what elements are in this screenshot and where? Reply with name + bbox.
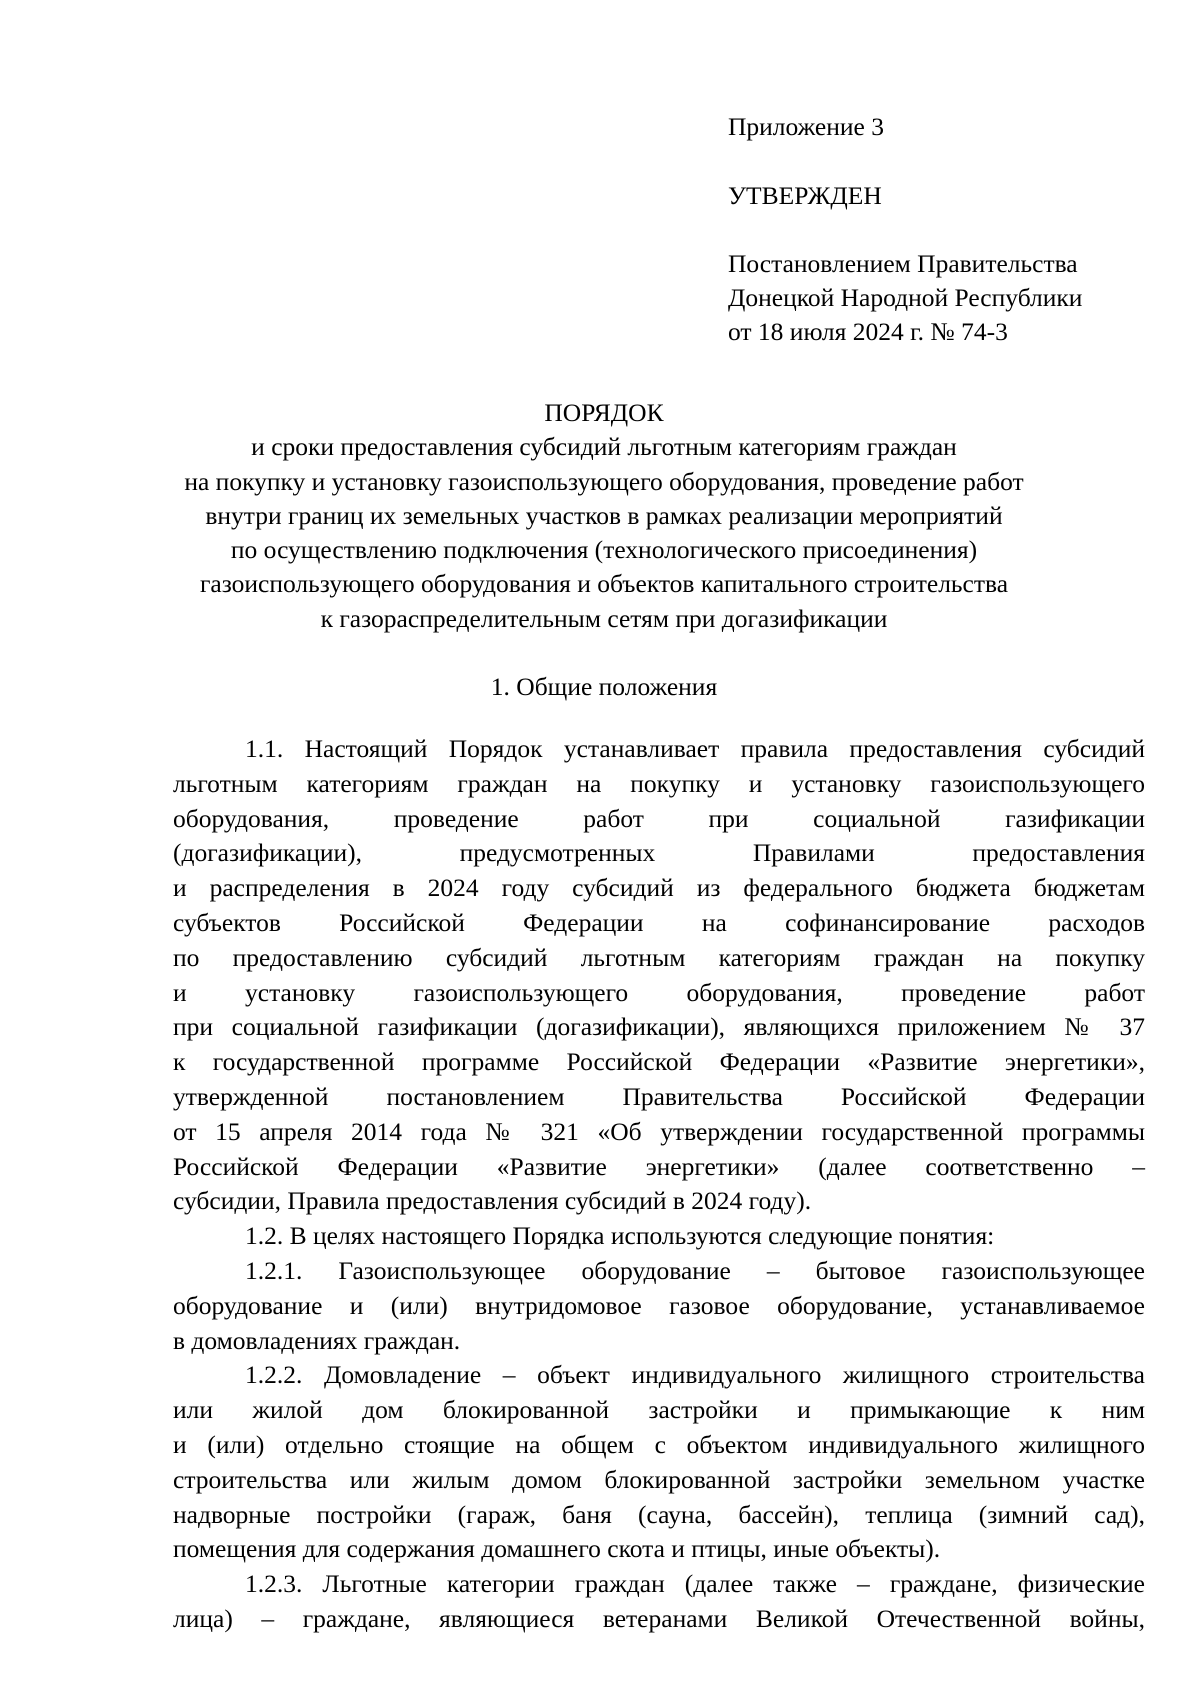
text-line: строительства или жилым домом блокированной застройки земельном участке — [173, 1464, 1145, 1494]
text-line: или жилой дом блокированной застройки и примыкающие к ним — [173, 1395, 1145, 1425]
paragraph-1-2-2 — [173, 1358, 1145, 1567]
resolution-line: от 18 июля 2024 г. № 74-3 — [728, 317, 1008, 346]
title-line: по осуществлению подключения (технологического присоединения) — [230, 535, 978, 565]
title-line: внутри границ их земельных участков в рамках реализации мероприятий — [205, 500, 1003, 530]
paragraph-1-1 — [173, 732, 1145, 1219]
text-line: оборудование и (или) внутридомовое газовое оборудование, устанавливаемое — [173, 1290, 1145, 1320]
paragraph-1-2 — [173, 1219, 1145, 1254]
text-line: субъектов Российской Федерации на софинансирование расходов — [173, 907, 1145, 937]
text-line: надворные постройки (гараж, баня (сауна, бассейн), теплица (зимний сад), — [173, 1499, 1145, 1529]
text-line: Российской Федерации «Развитие энергетики» (далее соответственно – — [173, 1151, 1145, 1181]
paragraph-1-2-3 — [173, 1567, 1145, 1637]
text-line: 1.2.2. Домовладение – объект индивидуального жилищного строительства — [245, 1360, 1145, 1390]
text-line: 1.2.1. Газоиспользующее оборудование – бытовое газоиспользующее — [245, 1255, 1145, 1285]
section-heading: 1. Общие положения — [490, 672, 718, 701]
text-line: по предоставлению субсидий льготным категориям граждан на покупку — [173, 942, 1145, 972]
approved-stamp-text: УТВЕРЖДЕН — [728, 181, 882, 210]
text-line: и (или) отдельно стоящие на общем с объектом индивидуального жилищного — [173, 1429, 1145, 1459]
appendix-label: Приложение 3 — [728, 112, 884, 141]
text-line: льготным категориям граждан на покупку и установку газоиспользующего — [173, 768, 1145, 798]
text-line: 1.2. В целях настоящего Порядка используются следующие понятия: — [245, 1221, 995, 1251]
title-line: газоиспользующего оборудования и объектов капитального строительства — [199, 569, 1009, 599]
text-line: 1.2.3. Льготные категории граждан (далее также – граждане, физические — [245, 1569, 1145, 1599]
text-line: и установку газоиспользующего оборудования, проведение работ — [173, 977, 1145, 1007]
title-heading: ПОРЯДОК — [544, 398, 664, 427]
text-line: 1.1. Настоящий Порядок устанавливает правила предоставления субсидий — [245, 734, 1145, 763]
text-line: (догазификации), предусмотренных Правилами предоставления — [173, 838, 1145, 868]
resolution-line: Постановлением Правительства — [728, 249, 1078, 278]
text-line: оборудования, проведение работ при социальной газификации — [173, 803, 1145, 833]
text-line: помещения для содержания домашнего скота и птицы, иные объекты). — [173, 1534, 941, 1564]
text-line: в домовладениях граждан. — [173, 1325, 461, 1355]
text-line: субсидии, Правила предоставления субсидий в 2024 году). — [173, 1186, 812, 1216]
resolution-line: Донецкой Народной Республики — [728, 283, 1083, 312]
title-line: к газораспределительным сетям при догазификации — [320, 603, 888, 633]
text-line: и распределения в 2024 году субсидий из федерального бюджета бюджетам — [173, 873, 1145, 903]
text-line: к государственной программе Российской Федерации «Развитие энергетики», — [173, 1047, 1145, 1077]
text-line: от 15 апреля 2014 года № 321 «Об утверждении государственной программы — [173, 1116, 1145, 1146]
title-line: и сроки предоставления субсидий льготным категориям граждан — [251, 432, 957, 462]
resolution-reference — [728, 247, 1082, 349]
text-line: при социальной газификации (догазификации), являющихся приложением № 37 — [173, 1012, 1145, 1042]
paragraph-1-2-1 — [173, 1254, 1145, 1358]
text-line: утвержденной постановлением Правительства Российской Федерации — [173, 1081, 1145, 1111]
document-body — [173, 732, 1145, 1637]
document-title — [150, 396, 1058, 636]
text-line: лица) – граждане, являющиеся ветеранами Великой Отечественной войны, — [173, 1603, 1145, 1633]
title-line: на покупку и установку газоиспользующего оборудования, проведение работ — [184, 466, 1024, 496]
